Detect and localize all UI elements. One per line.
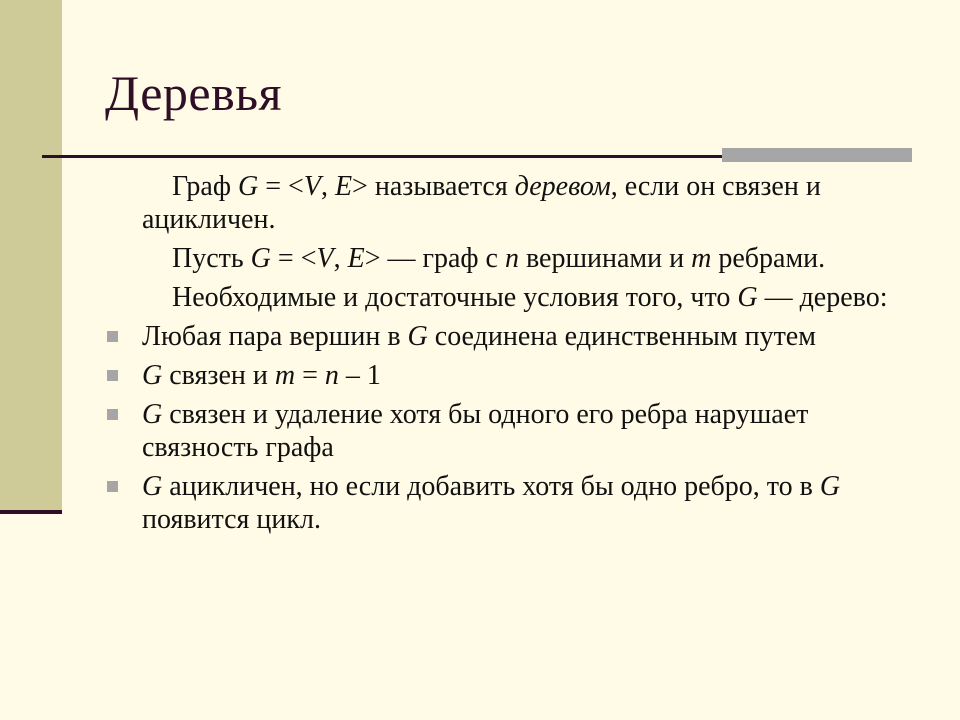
left-decor-bar-edge	[0, 510, 62, 514]
slide-title: Деревья	[105, 65, 283, 121]
left-decor-bar	[0, 0, 62, 512]
square-bullet-icon	[107, 481, 118, 492]
square-bullet-icon	[107, 331, 118, 342]
square-bullet-icon	[107, 409, 118, 420]
conditions-intro-paragraph: Необходимые и достаточные условия того, что G — дерево:	[172, 282, 888, 313]
bullet-item: G ацикличен, но если добавить хотя бы одно ребро, то в G появится цикл.	[142, 470, 902, 536]
square-bullet-icon	[107, 370, 118, 381]
slide-body	[142, 170, 902, 542]
definition-paragraph: Граф G = <V, E> называется деревом, если он связен и ацикличен.	[142, 171, 821, 235]
bullet-item: G связен и удаление хотя бы одного его ребра нарушает связность графа	[142, 398, 902, 464]
title-divider-accent	[722, 148, 912, 162]
bullet-item: Любая пара вершин в G соединена единственным путем	[142, 320, 902, 353]
bullet-item: G связен и m = n – 1	[142, 359, 902, 392]
assumption-paragraph: Пусть G = <V, E> — граф с n вершинами и m ребрами.	[172, 243, 826, 274]
